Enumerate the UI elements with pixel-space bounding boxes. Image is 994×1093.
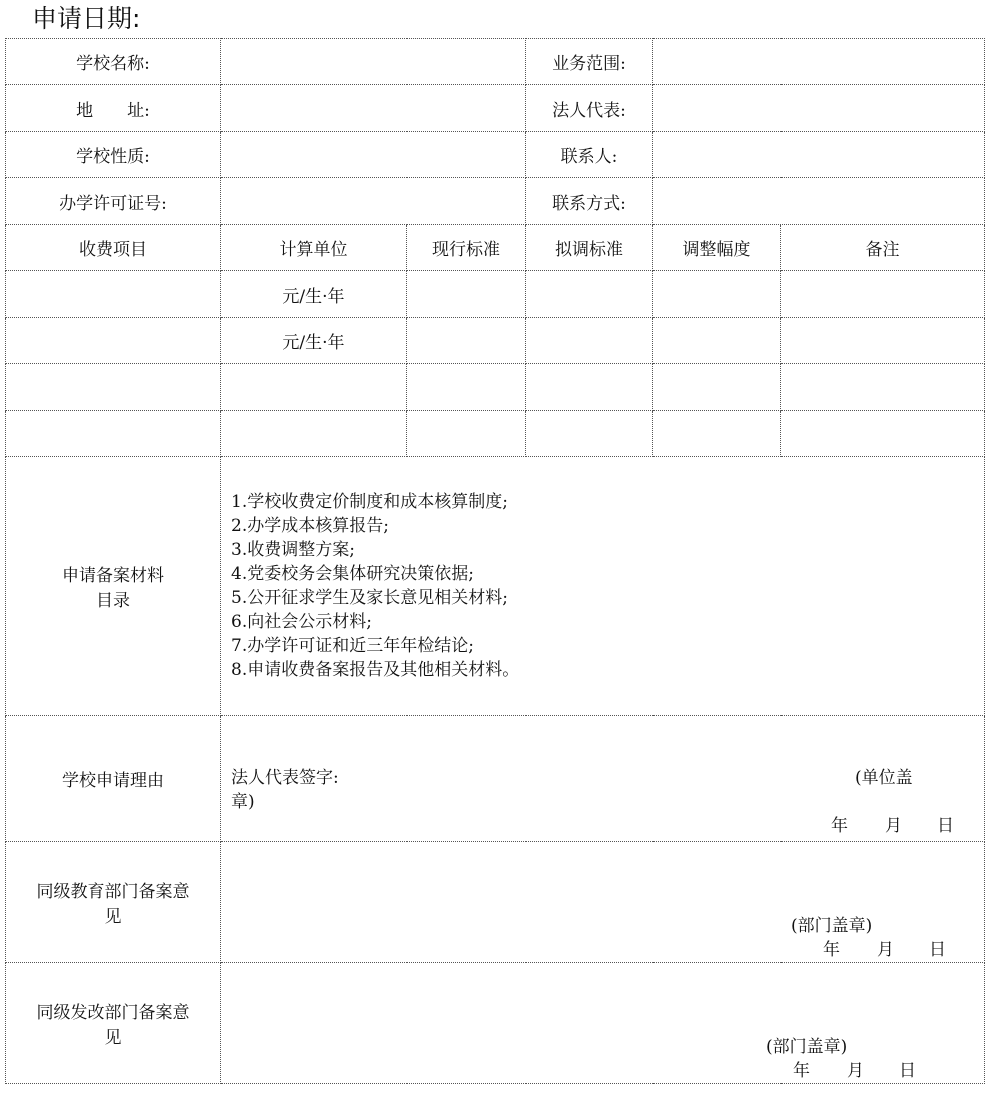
current-standard-cell[interactable]	[407, 271, 526, 318]
materials-label-line2: 目录	[96, 591, 130, 611]
edu-opinion-label	[6, 842, 221, 963]
unit-seal-label: (单位盖	[855, 768, 913, 788]
dev-month: 月	[847, 1061, 864, 1081]
reason-field[interactable]	[221, 716, 985, 842]
signature-label: 法人代表签字:	[231, 768, 339, 788]
fee-unit-cell: 元/生·年	[221, 318, 407, 364]
header-fee-item: 收费项目	[6, 225, 221, 271]
license-number-field[interactable]	[221, 178, 526, 225]
fee-item-cell[interactable]	[6, 318, 221, 364]
edu-opinion-row	[6, 842, 985, 963]
edu-opinion-field[interactable]	[221, 842, 985, 963]
adjustment-cell[interactable]	[653, 271, 781, 318]
header-adjustment: 调整幅度	[653, 225, 781, 271]
current-standard-cell[interactable]	[407, 364, 526, 411]
edu-dept-seal-label: (部门盖章)	[791, 916, 873, 936]
edu-month: 月	[877, 940, 894, 960]
dev-opinion-label	[6, 963, 221, 1084]
application-date-label: 申请日期:	[32, 4, 141, 33]
header-unit: 计算单位	[221, 225, 407, 271]
fee-row	[6, 364, 985, 411]
fee-row	[6, 271, 985, 318]
materials-list-item: 8.申请收费备案报告及其他相关材料。	[231, 660, 520, 680]
remarks-cell[interactable]	[781, 364, 985, 411]
materials-list-cell	[221, 457, 985, 716]
adjustment-cell[interactable]	[653, 318, 781, 364]
adjustment-cell[interactable]	[653, 411, 781, 457]
header-remarks: 备注	[781, 225, 985, 271]
dev-day: 日	[899, 1061, 916, 1081]
address-field[interactable]	[221, 85, 526, 132]
adjustment-cell[interactable]	[653, 364, 781, 411]
business-scope-label: 业务范围:	[526, 39, 653, 85]
edu-day: 日	[929, 940, 946, 960]
current-standard-cell[interactable]	[407, 318, 526, 364]
materials-row	[6, 457, 985, 716]
materials-list-item: 5.公开征求学生及家长意见相关材料;	[231, 588, 508, 608]
license-row	[6, 178, 985, 225]
proposed-standard-cell[interactable]	[526, 364, 653, 411]
materials-list-item: 6.向社会公示材料;	[231, 612, 372, 632]
nature-row	[6, 132, 985, 178]
school-nature-field[interactable]	[221, 132, 526, 178]
contact-person-label: 联系人:	[526, 132, 653, 178]
materials-label	[6, 457, 221, 716]
materials-label-line1: 申请备案材料	[62, 566, 164, 586]
materials-list	[231, 490, 974, 682]
materials-list-item: 4.党委校务会集体研究决策依据;	[231, 564, 474, 584]
reason-day: 日	[937, 816, 954, 836]
school-name-row	[6, 39, 985, 85]
reason-month: 月	[885, 816, 902, 836]
remarks-cell[interactable]	[781, 318, 985, 364]
reason-row	[6, 716, 985, 842]
remarks-cell[interactable]	[781, 411, 985, 457]
business-scope-field[interactable]	[653, 39, 985, 85]
address-row	[6, 85, 985, 132]
materials-list-item: 7.办学许可证和近三年年检结论;	[231, 636, 474, 656]
contact-person-field[interactable]	[653, 132, 985, 178]
legal-rep-field[interactable]	[653, 85, 985, 132]
current-standard-cell[interactable]	[407, 411, 526, 457]
remarks-cell[interactable]	[781, 271, 985, 318]
proposed-standard-cell[interactable]	[526, 411, 653, 457]
dev-dept-seal-label: (部门盖章)	[766, 1037, 848, 1057]
fee-row	[6, 411, 985, 457]
fee-filing-form	[5, 38, 985, 1084]
address-label: 地 址:	[6, 85, 221, 132]
dev-opinion-field[interactable]	[221, 963, 985, 1084]
fee-item-cell[interactable]	[6, 364, 221, 411]
fee-row	[6, 318, 985, 364]
edu-opinion-label-line1: 同级教育部门备案意	[36, 882, 190, 902]
contact-method-field[interactable]	[653, 178, 985, 225]
fee-table-header	[6, 225, 985, 271]
materials-list-item: 2.办学成本核算报告;	[231, 516, 389, 536]
header-proposed-standard: 拟调标准	[526, 225, 653, 271]
header-current-standard: 现行标准	[407, 225, 526, 271]
fee-item-cell[interactable]	[6, 411, 221, 457]
edu-opinion-label-line2: 见	[104, 907, 122, 927]
proposed-standard-cell[interactable]	[526, 271, 653, 318]
fee-item-cell[interactable]	[6, 271, 221, 318]
reason-label: 学校申请理由	[6, 716, 221, 842]
materials-list-item: 1.学校收费定价制度和成本核算制度;	[231, 492, 508, 512]
license-number-label: 办学许可证号:	[6, 178, 221, 225]
legal-rep-label: 法人代表:	[526, 85, 653, 132]
school-nature-label: 学校性质:	[6, 132, 221, 178]
dev-opinion-row	[6, 963, 985, 1084]
proposed-standard-cell[interactable]	[526, 318, 653, 364]
school-name-label: 学校名称:	[6, 39, 221, 85]
fee-unit-cell[interactable]	[221, 364, 407, 411]
dev-year: 年	[793, 1061, 810, 1081]
contact-method-label: 联系方式:	[526, 178, 653, 225]
edu-year: 年	[823, 940, 840, 960]
reason-year: 年	[831, 816, 848, 836]
school-name-field[interactable]	[221, 39, 526, 85]
unit-seal-label-cont: 章)	[231, 792, 255, 812]
fee-unit-cell[interactable]	[221, 411, 407, 457]
dev-opinion-label-line1: 同级发改部门备案意	[36, 1003, 190, 1023]
dev-opinion-label-line2: 见	[104, 1028, 122, 1048]
fee-unit-cell: 元/生·年	[221, 271, 407, 318]
materials-list-item: 3.收费调整方案;	[231, 540, 355, 560]
